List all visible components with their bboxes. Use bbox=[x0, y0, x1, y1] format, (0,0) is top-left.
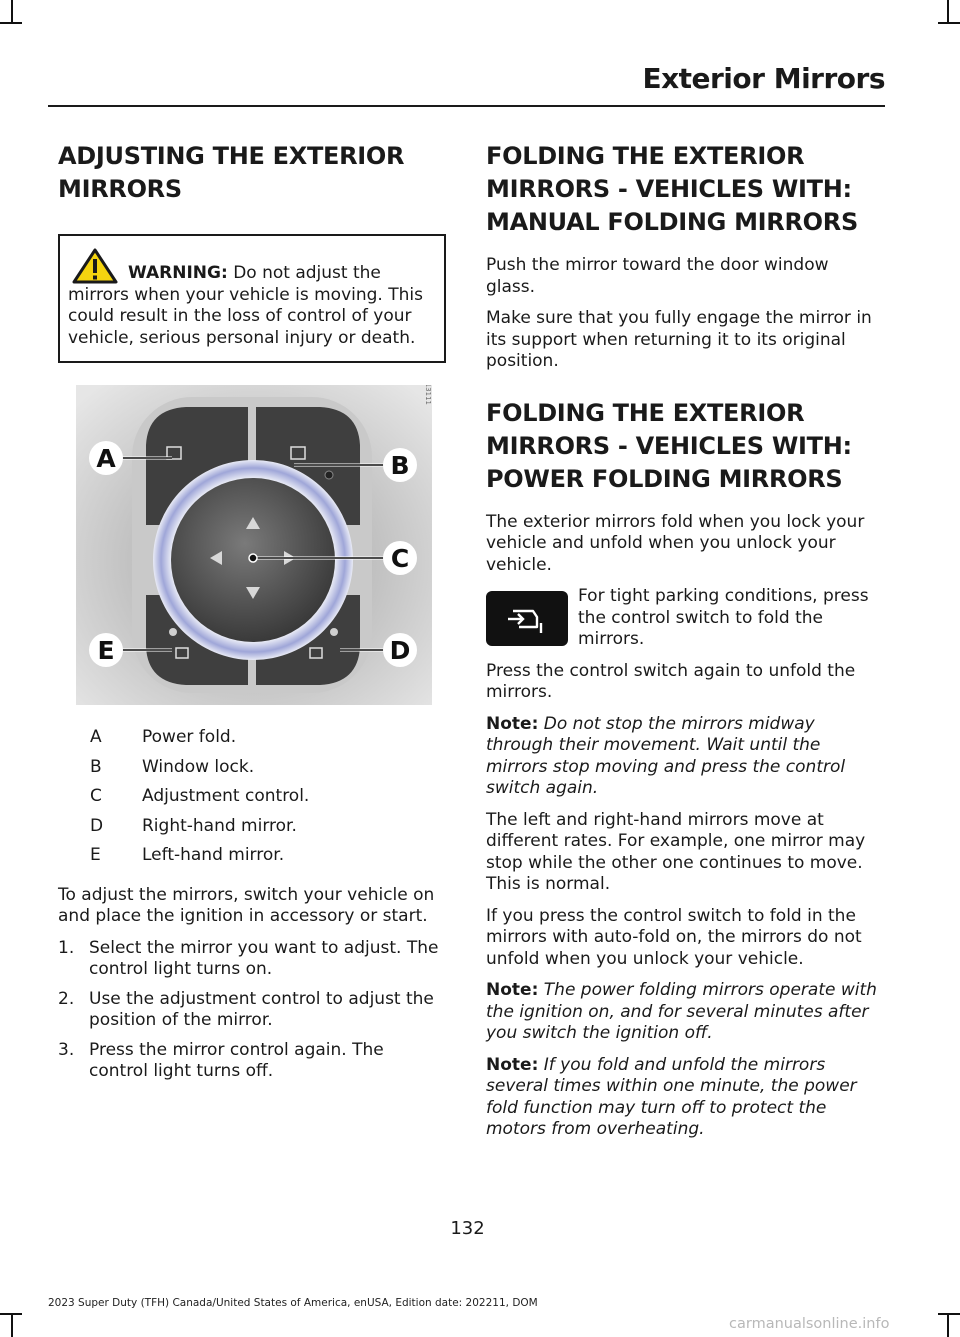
watermark: carmanualsonline.info bbox=[729, 1316, 890, 1332]
step-item bbox=[58, 989, 446, 1032]
heading-line: ADJUSTING THE EXTERIOR bbox=[58, 142, 405, 170]
note-label: Note: bbox=[486, 713, 539, 734]
header-rule bbox=[48, 105, 885, 107]
heading-line: MIRRORS bbox=[58, 175, 182, 203]
step-number: 2. bbox=[58, 988, 75, 1009]
note-1 bbox=[486, 714, 882, 800]
callout-d bbox=[383, 633, 417, 667]
callout-c bbox=[383, 541, 417, 575]
mirror-fold-icon bbox=[486, 591, 568, 646]
page-header-title: Exterior Mirrors bbox=[642, 62, 885, 95]
note-3 bbox=[486, 1055, 882, 1141]
step-item bbox=[58, 938, 446, 981]
right-column bbox=[486, 140, 882, 1151]
section-heading-manual-folding bbox=[486, 140, 882, 239]
legend-text: Window lock. bbox=[142, 756, 255, 777]
step-number: 1. bbox=[58, 937, 75, 958]
manual-paragraph-1: Push the mirror toward the door window glass. bbox=[486, 255, 829, 297]
warning-box bbox=[58, 234, 446, 363]
svg-text:A: A bbox=[96, 444, 116, 473]
note-2 bbox=[486, 980, 882, 1045]
warning-triangle-icon bbox=[72, 248, 118, 284]
crop-mark bbox=[947, 1315, 949, 1337]
legend-row bbox=[58, 782, 446, 812]
heading-line: MANUAL FOLDING MIRRORS bbox=[486, 208, 858, 236]
power-paragraph-1: The exterior mirrors fold when you lock your vehicle and unfold when you unlock your vehicle. bbox=[486, 511, 865, 575]
legend-row bbox=[58, 812, 446, 842]
document-footer: 2023 Super Duty (TFH) Canada/United States of America, enUSA, Edition date: 202211, DOM bbox=[48, 1297, 538, 1309]
crop-mark bbox=[938, 22, 960, 24]
mirror-control-figure bbox=[76, 385, 432, 705]
adjust-steps-list bbox=[58, 938, 446, 1083]
crop-mark bbox=[0, 1313, 22, 1315]
warning-label: WARNING: bbox=[128, 263, 228, 283]
mirror-control-illustration bbox=[76, 385, 432, 705]
section-heading-power-folding bbox=[486, 397, 882, 496]
section-heading-adjusting bbox=[58, 140, 446, 206]
note-label: Note: bbox=[486, 1054, 539, 1075]
note-text: The power folding mirrors operate with the ignition on, and for several minutes after you switch the ignition off. bbox=[486, 980, 877, 1043]
step-text: Select the mirror you want to adjust. The control light turns on. bbox=[89, 937, 439, 980]
legend-row bbox=[58, 841, 446, 871]
left-column bbox=[58, 140, 446, 1091]
fold-switch-paragraph bbox=[486, 586, 882, 651]
legend-text: Adjustment control. bbox=[142, 786, 310, 807]
power-paragraph-3: The left and right-hand mirrors move at different rates. For example, one mirror may stop while the other one continues to move. This is normal. bbox=[486, 809, 866, 894]
crop-mark bbox=[11, 1315, 13, 1337]
legend-text: Left-hand mirror. bbox=[142, 845, 285, 866]
callout-legend bbox=[58, 723, 446, 871]
callout-e bbox=[89, 633, 123, 667]
figure-image-id: E313111 bbox=[424, 385, 432, 405]
heading-line: FOLDING THE EXTERIOR bbox=[486, 142, 805, 170]
svg-text:D: D bbox=[389, 636, 411, 665]
callout-b bbox=[383, 448, 417, 482]
warning-text: Do not adjust the mirrors when your vehicle is moving. This could result in the loss of control of your vehicle, serious personal injury or death. bbox=[68, 263, 423, 348]
step-item bbox=[58, 1040, 446, 1083]
legend-letter: E bbox=[90, 845, 101, 866]
legend-row bbox=[58, 753, 446, 783]
intro-paragraph: To adjust the mirrors, switch your vehicle on and place the ignition in accessory or start. bbox=[58, 884, 435, 927]
legend-letter: C bbox=[90, 786, 102, 807]
callout-a bbox=[89, 441, 123, 475]
legend-letter: B bbox=[90, 756, 102, 777]
svg-text:C: C bbox=[390, 544, 410, 573]
note-label: Note: bbox=[486, 980, 539, 1000]
step-text: Use the adjustment control to adjust the position of the mirror. bbox=[89, 988, 434, 1031]
crop-mark bbox=[11, 0, 13, 22]
crop-mark bbox=[938, 1313, 960, 1315]
crop-mark bbox=[947, 0, 949, 22]
fold-switch-text: For tight parking conditions, press the control switch to fold the mirrors. bbox=[578, 586, 869, 649]
svg-text:B: B bbox=[390, 451, 410, 480]
heading-line: FOLDING THE EXTERIOR bbox=[486, 398, 805, 427]
page-number: 132 bbox=[450, 1218, 485, 1239]
heading-line: POWER FOLDING MIRRORS bbox=[486, 464, 843, 493]
legend-text: Power fold. bbox=[142, 727, 237, 747]
legend-text: Right-hand mirror. bbox=[142, 815, 297, 836]
legend-row bbox=[58, 723, 446, 753]
power-paragraph-2: Press the control switch again to unfold the mirrors. bbox=[486, 660, 856, 702]
note-text: Do not stop the mirrors midway through their movement. Wait until the mirrors stop moving and press the control switch again. bbox=[486, 713, 846, 798]
legend-letter: A bbox=[90, 727, 102, 747]
heading-line: MIRRORS - VEHICLES WITH: bbox=[486, 431, 852, 460]
step-text: Press the mirror control again. The control light turns off. bbox=[89, 1039, 384, 1082]
manual-paragraph-2: Make sure that you fully engage the mirror in its support when returning it to its original position. bbox=[486, 308, 872, 371]
power-paragraph-4: If you press the control switch to fold in the mirrors with auto-fold on, the mirrors do not unfold when you unlock your vehicle. bbox=[486, 905, 862, 969]
legend-letter: D bbox=[90, 815, 104, 836]
step-number: 3. bbox=[58, 1039, 75, 1060]
heading-line: MIRRORS - VEHICLES WITH: bbox=[486, 175, 852, 203]
note-text: If you fold and unfold the mirrors several times within one minute, the power fold function may turn off to protect the motors from overheating. bbox=[486, 1054, 857, 1139]
svg-text:E: E bbox=[97, 636, 115, 665]
crop-mark bbox=[0, 22, 22, 24]
mirror-fold-glyph bbox=[505, 603, 549, 635]
